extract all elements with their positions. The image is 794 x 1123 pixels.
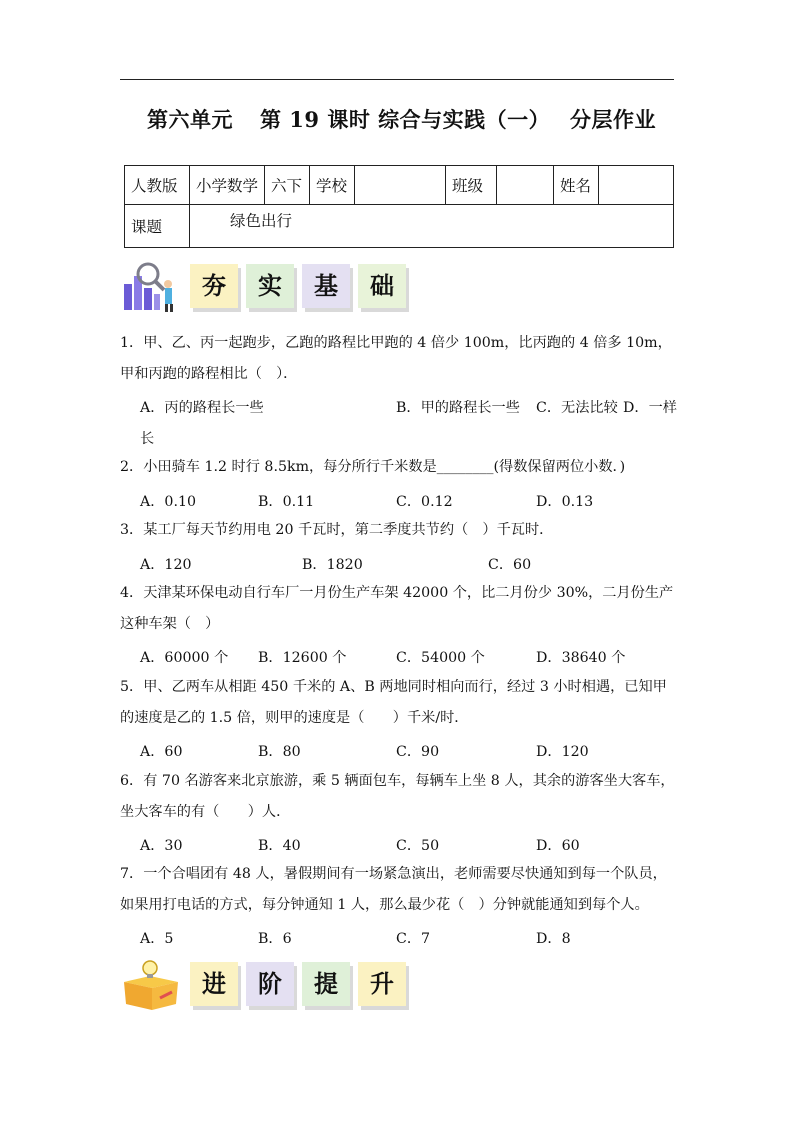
section2-char-4: 升 (358, 962, 406, 1006)
section2-char-1: 进 (190, 962, 238, 1006)
school-field[interactable] (355, 166, 446, 205)
q1-option-d-wrap: 长 (140, 431, 155, 447)
section-banner-advanced (120, 958, 420, 1012)
q1-option-d[interactable]: D．一样 (623, 400, 677, 416)
q5-option-d[interactable]: D．120 (536, 744, 589, 760)
q7-option-c[interactable]: C．7 (396, 931, 431, 947)
magnifier-chart-icon (120, 260, 184, 314)
q6-option-d[interactable]: D．60 (536, 838, 580, 854)
name-label: 姓名 (554, 166, 599, 205)
section2-char-2: 阶 (246, 962, 294, 1006)
topic-value: 绿色出行 (190, 205, 674, 248)
topic-label: 课题 (125, 205, 190, 248)
grade-cell: 六下 (265, 166, 310, 205)
section1-char-2: 实 (246, 264, 294, 308)
box-lightbulb-icon (120, 958, 184, 1012)
q3-option-a[interactable]: A．120 (140, 557, 192, 573)
homework-type: 分层作业 (570, 107, 656, 132)
info-table (124, 165, 674, 248)
question-5-stem: 5．甲、乙两车从相距 450 千米的 A、B 两地同时相向而行，经过 3 小时相遇，已知甲的速度是乙的 1.5 倍，则甲的速度是（ ）千米/时． (120, 679, 667, 726)
section2-char-3: 提 (302, 962, 350, 1006)
q7-option-d[interactable]: D．8 (536, 931, 571, 947)
class-label: 班级 (446, 166, 497, 205)
q4-option-d[interactable]: D．38640 个 (536, 650, 626, 666)
lesson-title: 第 19 课时 综合与实践（一） (260, 107, 551, 132)
class-field[interactable] (497, 166, 554, 205)
name-field[interactable] (599, 166, 674, 205)
q2-option-a[interactable]: A．0.10 (140, 494, 197, 510)
question-6-stem: 6．有 70 名游客来北京旅游，乘 5 辆面包车，每辆车上坐 8 人，其余的游客坐大客车，坐大客车的有（ ）人． (120, 773, 675, 820)
school-label: 学校 (310, 166, 355, 205)
question-1-stem: 1．甲、乙、丙一起跑步，乙跑的路程比甲跑的 4 倍少 100m，比丙跑的 4 倍多 10m，甲和丙跑的路程相比（ ）． (120, 335, 672, 382)
unit-title: 第六单元 (147, 107, 233, 132)
section1-char-3: 基 (302, 264, 350, 308)
question-3-stem: 3．某工厂每天节约用电 20 千瓦时，第二季度共节约（ ）千瓦时． (120, 522, 554, 538)
header-rule (120, 79, 674, 80)
question-4-stem: 4．天津某环保电动自行车厂一月份生产车架 42000 个，比二月份少 30%，二月份生产这种车架（ ） (120, 585, 674, 632)
q6-option-b[interactable]: B．40 (258, 838, 301, 854)
section-banner-basic (120, 260, 420, 314)
q1-option-c[interactable]: C．无法比较 (536, 400, 618, 416)
q5-option-a[interactable]: A．60 (140, 744, 183, 760)
q4-option-c[interactable]: C．54000 个 (396, 650, 485, 666)
q4-option-a[interactable]: A．60000 个 (140, 650, 229, 666)
question-7-stem: 7．一个合唱团有 48 人，暑假期间有一场紧急演出，老师需要尽快通知到每一个队员，如果用打电话的方式，每分钟通知 1 人，那么最少花（ ）分钟就能通知到每个人。 (120, 866, 667, 913)
publisher-cell: 人教版 (125, 166, 190, 205)
section1-char-1: 夯 (190, 264, 238, 308)
q7-option-b[interactable]: B．6 (258, 931, 292, 947)
question-2-stem: 2．小田骑车 1.2 时行 8.5km，每分所行千米数是________(得数保留两位小数．) (120, 459, 626, 475)
subject-cell: 小学数学 (190, 166, 265, 205)
q6-option-a[interactable]: A．30 (140, 838, 183, 854)
q7-option-a[interactable]: A．5 (140, 931, 174, 947)
q3-option-c[interactable]: C．60 (488, 557, 532, 573)
q5-option-b[interactable]: B．80 (258, 744, 301, 760)
q6-option-c[interactable]: C．50 (396, 838, 440, 854)
q1-option-a[interactable]: A．丙的路程长一些 (140, 400, 264, 416)
q2-option-d[interactable]: D．0.13 (536, 494, 594, 510)
section1-char-4: 础 (358, 264, 406, 308)
q2-option-c[interactable]: C．0.12 (396, 494, 453, 510)
q2-option-b[interactable]: B．0.11 (258, 494, 315, 510)
q4-option-b[interactable]: B．12600 个 (258, 650, 347, 666)
q1-option-b[interactable]: B．甲的路程长一些 (396, 400, 520, 416)
q5-option-c[interactable]: C．90 (396, 744, 440, 760)
q3-option-b[interactable]: B．1820 (302, 557, 363, 573)
